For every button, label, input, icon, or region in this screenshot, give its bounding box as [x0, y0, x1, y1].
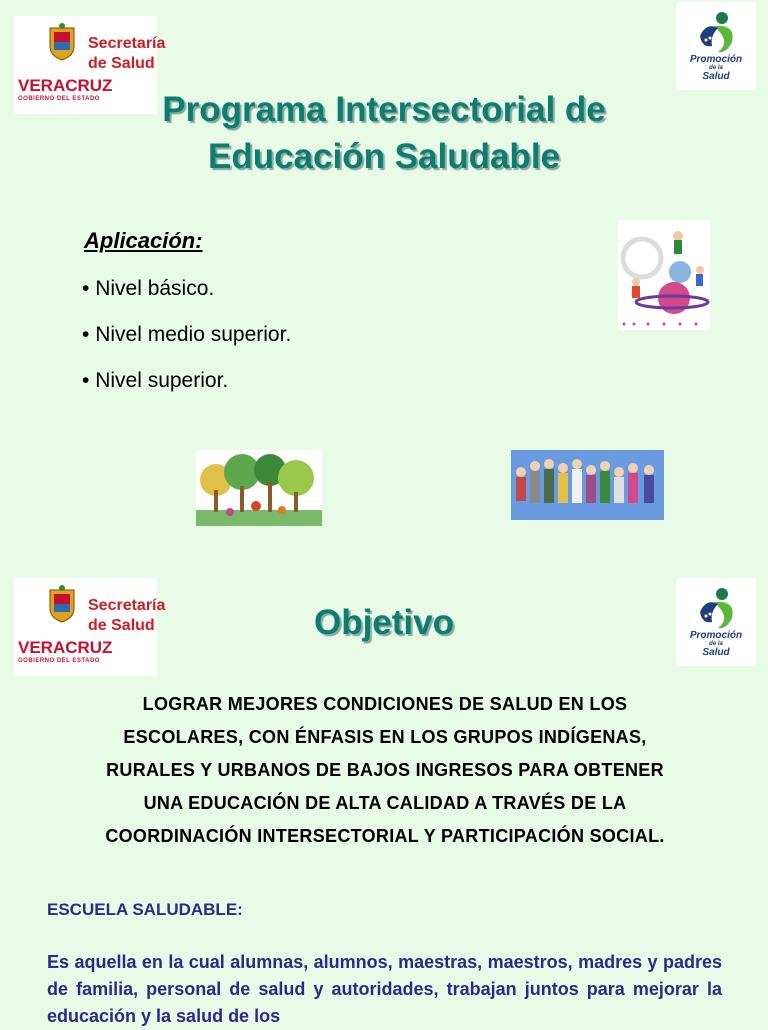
logo-secretaria-text: Secretaría de Salud: [88, 35, 166, 72]
veracruz-shield-icon: [42, 22, 82, 62]
aplicacion-heading: Aplicación:: [84, 228, 203, 253]
escuela-saludable-heading: ESCUELA SALUDABLE:: [47, 900, 243, 919]
promocion-salud-text: Promoción de la Salud: [689, 630, 743, 658]
objective-title: Objetivo: [313, 603, 455, 642]
community-group-illustration: [511, 450, 664, 520]
objective-statement: LOGRAR MEJORES CONDICIONES DE SALUD EN LOS ESCOLARES, CON ÉNFASIS EN LOS GRUPOS INDÍGENAS, RURALES Y URBANOS DE BAJOS INGRESOS PARA OBTENER UNA EDUCACIÓN DE ALTA CALIDAD A TRAVÉS DE LA COORDINACIÓN INTERSECTORIAL Y PARTICIPACIÓN SOCIAL.: [105, 694, 665, 846]
escuela-saludable-definition: Es aquella en la cual alumnas, alumnos, maestras, maestros, madres y padres de familia, personal de salud y autoridades, trabajan juntos para mejorar la educación y la salud de los: [47, 952, 722, 1026]
children-globe-illustration: [618, 220, 710, 330]
logo-secretaria-text: Secretaría de Salud: [88, 597, 166, 634]
promocion-salud-text: Promoción de la Salud: [689, 54, 743, 82]
logo-gobierno-text: GOBIERNO DEL ESTADO: [18, 658, 100, 664]
promocion-salud-logo: [676, 2, 756, 90]
forest-illustration: [196, 450, 322, 526]
logo-veracruz-text: VERACRUZ: [18, 76, 113, 95]
bullet-item: • Nivel básico.: [82, 277, 215, 300]
logo-gobierno-text: GOBIERNO DEL ESTADO: [18, 96, 100, 102]
slide-2: [0, 560, 768, 1024]
promocion-salud-emblem-icon: [692, 6, 742, 56]
bullet-item: • Nivel medio superior.: [82, 323, 292, 346]
bullet-item: • Nivel superior.: [82, 369, 229, 392]
program-title: Programa Intersectorial de Educación Saludable: [162, 90, 606, 176]
logo-veracruz-text: VERACRUZ: [18, 638, 113, 657]
